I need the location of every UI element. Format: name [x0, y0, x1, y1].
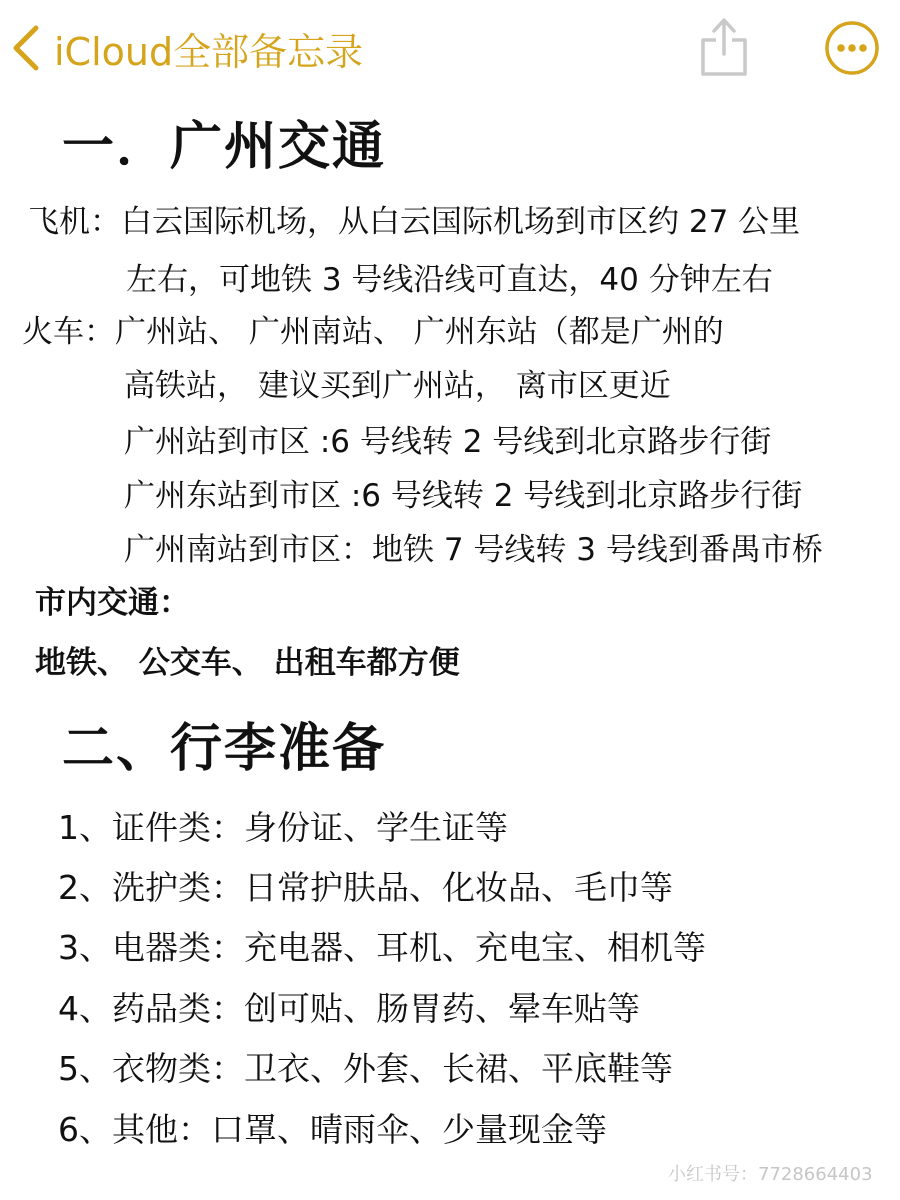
nav-bar — [0, 0, 900, 100]
train-text-2: 高铁站， 建议买到广州站， 离市区更近 — [124, 368, 671, 404]
list-item: 5、衣物类：卫衣、外套、长裙、平底鞋等 — [58, 1049, 673, 1088]
chevron-left-icon — [10, 24, 42, 72]
more-icon[interactable] — [824, 20, 880, 76]
share-icon[interactable] — [697, 14, 751, 80]
section-title-transport: 一．广州交通 — [62, 117, 387, 177]
list-item: 2、洗护类：日常护肤品、化妆品、毛巾等 — [58, 868, 673, 907]
list-item: 4、药品类：创可贴、肠胃药、晕车贴等 — [58, 989, 640, 1028]
train-line-1 — [22, 306, 724, 351]
section-title-luggage: 二、行李准备 — [62, 719, 387, 779]
list-item: 3、电器类：充电器、耳机、充电宝、相机等 — [58, 928, 706, 967]
train-text-1: 广州站、 广州南站、 广州东站（都是广州的 — [115, 314, 724, 350]
plane-text-2: 左右，可地铁 3 号线沿线可直达，40 分钟左右 — [126, 262, 773, 298]
back-label: iCloud全部备忘录 — [54, 29, 364, 74]
city-transport-heading: 市内交通： — [35, 585, 190, 621]
train-text-3: 广州站到市区 :6 号线转 2 号线到北京路步行街 — [124, 424, 772, 460]
list-item: 6、其他：口罩、晴雨伞、少量现金等 — [58, 1110, 607, 1149]
train-label: 火车： — [22, 314, 115, 350]
watermark: 小红书号：7728664403 — [668, 1164, 873, 1185]
plane-line-1 — [28, 196, 800, 241]
train-text-4: 广州东站到市区 :6 号线转 2 号线到北京路步行街 — [124, 478, 803, 514]
train-text-5: 广州南站到市区：地铁 7 号线转 3 号线到番禺市桥 — [124, 532, 823, 568]
plane-text-1: 白云国际机场，从白云国际机场到市区约 27 公里 — [121, 204, 801, 240]
back-button[interactable] — [10, 22, 363, 74]
city-transport-text: 地铁、 公交车、 出租车都方便 — [35, 645, 460, 681]
list-item: 1、证件类：身份证、学生证等 — [58, 808, 508, 847]
plane-label: 飞机： — [28, 204, 121, 240]
